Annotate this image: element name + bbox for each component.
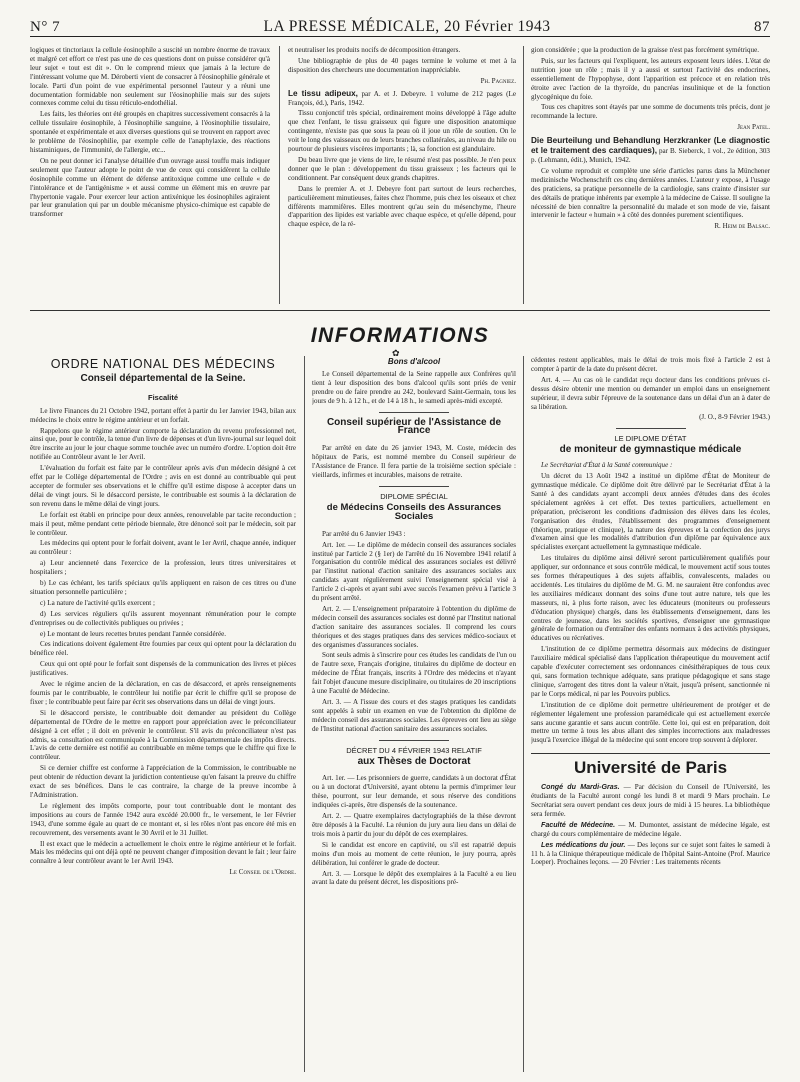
paragraph: Si ce dernier chiffre est conforme à l'appréciation de la Commission, le contribuable ne peut obtenir de réduction devant la juridiction contentieuse qu'en faisant la preuve du chiffre exact de ses bénéfices. Dans le cas contraire, la charge de la preuve incombe à l'Administration. xyxy=(30,764,296,799)
section-title: Conseil supérieur de l'Assistance de France xyxy=(326,416,502,437)
paragraph: Puis, sur les facteurs qui l'expliquent, les auteurs exposent leurs idées. L'état de nutrition joue un rôle ; mais il y a aussi et surtout l'activité des endocrines, essentiellement de l'hypophyse, dont l'apparition est précoce et en relation très étroite avec l'action de la thyroïde, du pancréas insulinique et de la fonction glycogénique du foie. xyxy=(531,56,770,101)
top-column-1 xyxy=(30,46,270,304)
paragraph: On ne peut donner ici l'analyse détaillée d'un ouvrage aussi touffu mais indiquer seulement que l'auteur adopte le point de vue de ceux qui considèrent la cellule éosinophile comme un élément de défense antitoxique comme une cellule « de l'intolérance et de l'antigénisme » et aussi comme un élément mis en œuvre par l'hypertonie vagale. Pour exercer leur action antixénique les éosinophiles agiraient par leur granulation qui par un double mécanisme physico-chimique est capable de transformer xyxy=(30,156,270,219)
paragraph: Ceux qui ont opté pour le forfait sont dispensés de la communication des livres et pièces justificatives. xyxy=(30,660,296,678)
paragraph: c) La nature de l'activité qu'ils exercent ; xyxy=(40,598,156,607)
section-title: ORDRE NATIONAL DES MÉDECINS xyxy=(50,357,276,371)
top-column-2 xyxy=(288,46,516,304)
section-subtitle: Conseil départemental de la Seine. xyxy=(80,372,246,384)
paragraph: L'institution de ce diplôme permettra désormais aux médecins de distinguer l'auxiliaire médical spécialisé dans l'application thérapeutique du mouvement actif capable d'exécuter correctement ses ordonnances cinésithérapiques de tous ceux qui, sans formation technique adéquate, sans pratique pédagogique et sans stage clinique, s'arrogent des titres dont la valeur n'était, jusqu'à présent, sanctionnée ni par le Corps médical, ni par les Pouvoirs publics. xyxy=(531,645,770,698)
news-lead: Les médications du jour. xyxy=(541,840,626,849)
right-column xyxy=(531,356,770,1072)
paragraph: Par arrêté du 6 Janvier 1943 : xyxy=(322,529,406,538)
review-reference: par A. et J. Debeyre. 1 volume de 212 pages (Le François, éd.), Paris, 1942. xyxy=(288,89,516,107)
news-text: — Des leçons sur ce sujet sont faites le samedi à 11 h. à la Clinique thérapeutique médicale de l'hôpital Saint-Antoine (Prof. Maurice Loeper). Prochaines leçons. — 20 Février : Les traitements récents xyxy=(531,840,770,867)
paragraph: Une bibliographie de plus de 40 pages termine le volume et met à la disposition des chercheurs une documentation inappréciable. xyxy=(288,56,516,74)
paragraph: Art. 3. — Lorsque le dépôt des exemplaires à la Faculté a eu lieu avant la date du présent décret, les dispositions pré- xyxy=(312,869,516,887)
paragraph: et neutraliser les produits nocifs de décomposition étrangers. xyxy=(288,46,461,54)
paragraph: Art. 2. — Quatre exemplaires dactylographiés de la thèse devront être déposés à la Faculté. La réunion du jury aura lieu dans un délai de trois mois à partir du jour du dépôt de ces exemplaires. xyxy=(312,812,516,838)
paragraph: Le règlement des impôts comporte, pour tout contribuable dont le montant des impositions au cours de l'année 1942 aura excédé 20.000 fr., le versement, le 1er Février 1943, d'une somme égale au quart de ce montant et, si les rôles n'ont pas encore été mis en recouvrement, des versements avant le 30 Avril et le 31 Juillet. xyxy=(30,801,296,837)
paragraph: Les titulaires du diplôme ainsi délivré seront particulièrement qualifiés pour appliquer, sur ordonnance et sous contrôle médical, le mouvement actif sous toutes ses formes thérapeutiques à des sujets affaiblis, convalescents, malades ou accidentés. Les titulaires du diplôme de M. G. M. ne sauraient être confondus avec les auxiliaires médicaux donnant des soins d'une tout autre nature, tels que les masseurs, ni, à plus forte raison, avec les éducateurs (moniteurs ou professeurs d'éducation physique) chargés, dans les établissements d'enseignement, dans les centres de jeunesse, dans les sociétés sportives, d'enseigner une gymnastique générale de formation ou d'entraîner des enfants normaux à des activités physiques, éducatives ou récréatives. xyxy=(531,554,770,643)
signature: Ph. Pagniez. xyxy=(480,76,516,85)
paragraph: Ces indications doivent également être fournies par ceux qui optent pour la déclaration du bénéfice réel. xyxy=(30,640,296,658)
paragraph: Il est exact que le médecin a actuellement le choix entre le régime antérieur et le forfait. Mais les médecins qui ont déjà opté ne peuvent changer d'imposition devant le fait ; leur faire connaître à leur contrôleur avant le 1er Avril 1943. xyxy=(30,839,296,866)
news-item xyxy=(531,783,770,819)
paragraph: cédentes restent applicables, mais le délai de trois mois fixé à l'article 2 est à compter à partir de la date du présent décret. xyxy=(531,356,770,373)
paragraph: Tissu conjonctif très spécial, ordinairement moins développé à l'âge adulte que chez l'enfant, le tissu graisseux qui figure une disposition anatomique contingente, n'existe pas que sous la peau où il joue un rôle de soutien. On le voit le long des vaisseaux ou de leurs branches collatérales, au niveau du hile ou pourtour de plusieurs viscères importants ; là, sa fonction est glandulaire. xyxy=(288,109,516,154)
paragraph: Art. 3. — A l'issue des cours et des stages pratiques les candidats sont appelés à subir un examen en vue de l'obtention du diplôme de médecin conseil des assurances sociales. Les épreuves ont lieu au siège de l'Institut national d'action sanitaire des assurances sociales. xyxy=(312,698,516,733)
news-item xyxy=(531,841,770,868)
paragraph: Le Conseil départemental de la Seine rappelle aux Confrères qu'il tient à leur disposition des bons d'alcool qu'ils sont priés de venir prendre ou de faire prendre au 242, boulevard Saint-Germain, tous les jours de 9 h. à 12 h., et de 14 à 18 h., le samedi après-midi excepté. xyxy=(312,369,516,405)
paragraph: Si le désaccord persiste, le contribuable doit demander au président du Collège départemental de l'Ordre de le mettre en rapport pour appréciation avec le préconciliateur désigné à cet effet ; il doit en prévenir le contrôleur. S'il avis du préconciliateur n'est pas admis, sa consultation est communiquée à la Commission départementale des impôts directs. L'avis de cette dernière est notifié au contribuable en même temps que le chiffre qui fixe le contrôleur. xyxy=(30,708,296,762)
section-title: de moniteur de gymnastique médicale xyxy=(559,444,742,456)
news-text: — M. Dumontet, assistant de médecine légale, est chargé du cours complémentaire de médecine légale. xyxy=(531,820,770,838)
middle-column xyxy=(312,356,516,1072)
signature: R. Heim de Balsac. xyxy=(714,222,770,231)
section-title: de Médecins Conseils des Assurances Sociales xyxy=(326,501,502,522)
paragraph: Avec le régime ancien de la déclaration, en cas de désaccord, et après renseignements fournis par le contribuable, le contrôleur lui notifie par écrit le chiffre qu'il se propose de fixer ; le contribuable peut faire par écrit ses observations dans un délai de vingt jours. xyxy=(30,680,296,706)
paragraph: Le livre Finances du 21 Octobre 1942, portant effet à partir du 1er Janvier 1943, bilan aux médecins le choix entre le régime antérieur et un forfait. xyxy=(30,406,296,424)
review-reference: par B. Sieberck, 1 vol., 2e édition, 303 p. (Lehmann, édit.), Munich, 1942. xyxy=(531,147,770,164)
section-kicker: LE DIPLOME D'ÉTAT xyxy=(614,434,687,444)
subsection-title: Fiscalité xyxy=(147,392,178,402)
section-kicker: DIPLOME SPÉCIAL xyxy=(380,491,448,501)
paragraph: Tous ces chapitres sont étayés par une somme de documents très précis, dont je recommande la lecture. xyxy=(531,103,770,121)
paragraph: Rappelons que le régime antérieur comporte la déclaration du revenu professionnel net, ainsi que, pour le contrôle, la tenue d'un livre de dépenses et d'un livre-journal sur lequel doit être inscrite au jour le jour chaque somme touchée avec un numéro d'ordre. L'option doit être notifiée au Contrôleur avant le 1er Avril. xyxy=(30,426,296,462)
paragraph: Les faits, les théories ont été groupés en chapitres successivement consacrés à la cellule tissulaire éosinophile, à l'éosinophilie sanguine, à l'éosinophilie tissulaire, spontanée et expérimentale et aux diverses questions qui se trouvent en rapport avec le problème de l'éosinophilie, par exemple celle de l'anaphylaxie, des réactions histaminiques, de l'immunité, de l'allergie, etc... xyxy=(30,110,270,154)
signature: Jean Patel. xyxy=(737,123,770,132)
ordre-column xyxy=(30,356,296,1072)
signature: Le Conseil de l'Ordre. xyxy=(229,868,296,877)
paragraph: d) Les services réguliers qu'ils assurent moyennant rémunération pour le compte d'entreprises ou de collectivités publiques ou privées ; xyxy=(30,609,296,627)
paragraph: Le Secrétariat d'État à la Santé communique : xyxy=(541,461,673,470)
review-entry xyxy=(531,136,770,165)
news-text: — Par décision du Conseil de l'Université, les étudiants de la Faculté auront congé les lundi 8 et mardi 9 Mars prochain. Le Secrétariat sera ouvert pendant ces deux jours de midi à 15 heures. La bibliothèque sera fermée. xyxy=(531,783,770,818)
issue-number: N° 7 xyxy=(30,19,61,35)
banner-ornament: ✿ xyxy=(392,348,400,358)
official-reference: (J. O., 8-9 Février 1943.) xyxy=(699,413,770,422)
section-title: Université de Paris xyxy=(573,758,728,778)
review-title: Le tissu adipeux, xyxy=(288,88,358,98)
top-column-3 xyxy=(531,46,770,304)
paragraph: Dans le premier A. et J. Debeyre font part surtout de leurs recherches, particulièrement minutieuses, faites chez l'homme, puis chez les oiseaux et chez différents mammifères. Elles montrent qu'au sein du mésenchyme, l'heure d'apparition des lipides est variable avec chaque espèce, et qu'elle dépend, pour chaque espèce, de la ré- xyxy=(288,184,516,229)
section-divider xyxy=(30,310,770,311)
paragraph: Si le candidat est encore en captivité, ou s'il est rapatrié depuis moins d'un mois au moment de cette réunion, le jury pourra, après délibération, lui conférer le grade de docteur. xyxy=(312,840,516,867)
paragraph: Par arrêté en date du 26 janvier 1943, M. Coste, médecin des hôpitaux de Paris, est nommé membre du Conseil supérieur de l'Assistance de France. Il fera partie de la troisième section spéciale : vieillards, infirmes et incurables, maisons de retraite. xyxy=(312,444,516,480)
paragraph: Du beau livre que je viens de lire, le résumé n'est pas possible. Je n'en peux donner que le plan : développement du tissu graisseux ; les facteurs qui le conditionnent. Par conséquent deux grands chapitres. xyxy=(288,155,516,182)
page-number: 87 xyxy=(754,19,770,35)
paragraph: Art. 1er. — Le diplôme de médecin conseil des assurances sociales institué par l'article 2 (§ 1er) de l'arrêté du 16 Novembre 1941 relatif à l'organisation du contrôle médical des assurances sociales est délivré par l'institut national d'action sanitaire des assurances sociales aux candidats ayant régulièrement suivi l'enseignement spécial visé à l'article 2 ci-après et ayant subi avec succès l'examen prévu à l'article 3 du présent arrêté. xyxy=(312,540,516,603)
paragraph: L'évaluation du forfait est faite par le contrôleur après avis d'un médecin désigné à cet effet par le Collège départemental de l'Ordre ; avis en est donné au contribuable qui peut accepter de formuler ses observations et le chiffre qu'il estime dispose à accepter dans un délai de vingt jours. Si le désaccord persiste, le contribuable est soumis à la déclaration de son revenu dans le même délai de vingt jours. xyxy=(30,464,296,508)
paragraph: gion considérée ; que la production de la graisse n'est pas forcément symétrique. xyxy=(531,46,760,54)
paragraph: Art. 2. — L'enseignement préparatoire à l'obtention du diplôme de médecin conseil des assurances sociales est donné par l'Institut national d'action sanitaire des assurances sociales. Il comprend les cours théoriques et des stages pratiques dans des services médico-sociaux et des organismes d'assurances sociales. xyxy=(312,604,516,649)
journal-title: LA PRESSE MÉDICALE, 20 Février 1943 xyxy=(263,18,551,35)
paragraph: Art. 1er. — Les prisonniers de guerre, candidats à un doctorat d'État ou à un doctorat d'Université, ayant obtenu la permis d'imprimer leur thèse, pourront, sur leur demande, et sous réserve des conditions indiquées ci-après, être dispensés de la soutenance. xyxy=(312,774,516,810)
paragraph: Un décret du 13 Août 1942 a institué un diplôme d'État de Moniteur de gymnastique médicale. Ce diplôme doit être délivré par le Secrétariat d'État à la Santé à des candidats ayant accompli deux années d'études dans des écoles spécialement agréées à cet effet. Des textes particuliers, actuellement en préparation, préciseront les conditions d'admission des élèves dans les écoles, l'organisation des études, l'établissement des programmes d'enseignement (théorique, pratique et clinique), la nature des épreuves et la confection des jurys d'examen ainsi que les modalités d'attribution d'un diplôme par équivalence aux spécialistes exerçant actuellement la gymnastique médicale. xyxy=(531,472,770,552)
section-title: aux Thèses de Doctorat xyxy=(357,755,471,767)
paragraph: e) Le montant de leurs recettes brutes pendant l'année considérée. xyxy=(40,629,227,638)
section-kicker: DÉCRET DU 4 FÉVRIER 1943 RELATIF xyxy=(346,745,482,755)
page-header xyxy=(30,14,770,37)
review-title: Die Beurteilung und Behandlung Herzkranker (Le diagnostic et le traitement des cardiaques), xyxy=(531,136,770,156)
informations-banner: INFORMATIONS xyxy=(310,324,490,347)
paragraph: a) Leur ancienneté dans l'exercice de la profession, leurs titres universitaires et hospitaliers ; xyxy=(30,559,296,577)
section-title: Bons d'alcool xyxy=(387,357,441,366)
paragraph: Les médecins qui optent pour le forfait doivent, avant le 1er Avril, chaque année, indiquer au contrôleur : xyxy=(30,539,296,557)
paragraph: Art. 4. — Au cas où le candidat reçu docteur dans les conditions prévues ci-dessus désire obtenir une mention ou demander un emploi dans un enseignement supérieur, il devra subir l'épreuve de la soutenance dans un délai d'un an à dater de sa libération. xyxy=(531,375,770,411)
news-lead: Faculté de Médecine. xyxy=(541,820,616,829)
paragraph: Sont seuls admis à s'inscrire pour ces études les candidats de l'un ou de l'autre sexe, Français d'origine, titulaires du diplôme de docteur en médecine de l'État français, inscrits à l'Ordre des médecins et n'ayant fait l'objet d'aucune mesure disciplinaire, ou titulaires de 20 inscriptions à une Faculté de Médecine. xyxy=(312,651,516,696)
paragraph: Ce volume reproduit et complète une série d'articles parus dans la Münchener medizinische Wochenschrift ces cinq dernières années. L'auteur y expose, à l'usage des praticiens, sa pratique personnelle de la cardiologie, sans crainte d'insister sur des détails de pratique inhérents par exemple à la médecine de Caisse. Il souligne la nécessité de bien connaître la personnalité du malade et son mode de vie, faisant intervenir le facteur « humain » à côté des données purement scientifiques. xyxy=(531,166,770,220)
paragraph: L'institution de ce diplôme doit permettre ultérieurement de protéger et de réglementer légalement une profession paramédicale qui est actuellement exercée sans aucune garantie et sans aucun contrôle. Cette loi, qui est en préparation, doit mettre un terme à tous les abus allant des simples incorrections aux maladresses jusqu'à l'exercice illégal de la médecine qui sont encore trop souvent à déplorer. xyxy=(531,700,770,745)
news-lead: Congé du Mardi-Gras. xyxy=(541,783,620,792)
paragraph: b) Le cas échéant, les tarifs spéciaux qu'ils appliquent en raison de ces titres ou d'une situation personnelle particulière ; xyxy=(30,579,296,596)
review-entry xyxy=(288,89,516,108)
paragraph: logiques et tinctoriaux la cellule éosinophile a suscité un nombre énorme de travaux et malgré cet effort ce n'est pas une de ces questions dont on puisse considérer qu'à leur sujet « tout est dit ». On le comprend mieux que jamais à la lecture de l'intéressant volume que M. Déroberti vient de consacrer à l'éosinophilie générale et locale. Parti d'un point de vue expérimental personnel l'auteur y a réuni une documentation formidable non seulement sur l'éosinophilie mais sur des sujets connexes comme celui du tissu réticulo-endothélial. xyxy=(30,46,270,108)
paragraph: Le forfait est établi en principe pour deux années, renouvelable par tacite reconduction ; mais il peut, même pendant cette période biennale, être dénoncé soit par le médecin, soit par le contrôleur. xyxy=(30,510,296,537)
news-item xyxy=(531,821,770,839)
